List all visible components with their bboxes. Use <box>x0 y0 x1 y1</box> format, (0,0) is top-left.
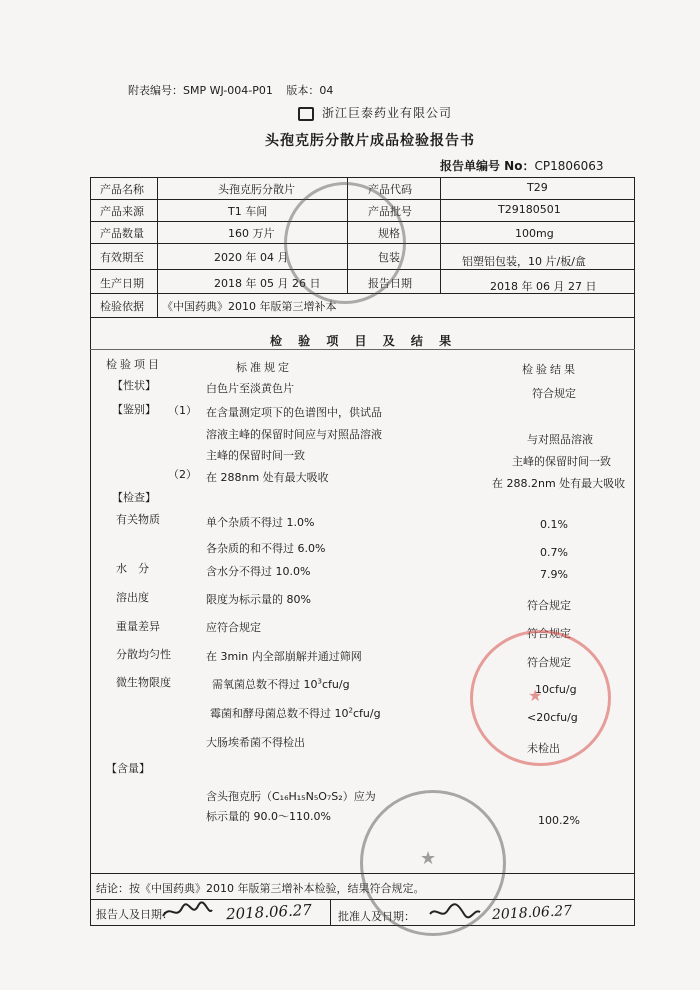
identification-1-result-line-1: 与对照品溶液 <box>527 433 593 446</box>
water-item: 水 分 <box>116 562 149 575</box>
microbial-standard-1-exponent: 3 <box>317 677 322 686</box>
source-label: 产品来源 <box>100 205 144 218</box>
microbial-result-1: 10cfu/g <box>535 683 577 696</box>
reporter-signature <box>160 900 215 922</box>
product-name-label: 产品名称 <box>100 183 144 196</box>
microbial-standard-2 <box>210 705 381 721</box>
package-label: 包装 <box>378 251 400 264</box>
production-date-label: 生产日期 <box>100 277 144 290</box>
identification-1-standard-line-2: 溶液主峰的保留时间应与对照品溶液 <box>206 428 382 441</box>
character-standard: 白色片至淡黄色片 <box>206 382 294 395</box>
form-number <box>128 82 333 98</box>
company-name: 浙江巨泰药业有限公司 <box>322 106 453 120</box>
identification-2-standard: 在 288nm 处有最大吸收 <box>206 471 329 484</box>
expiry-label: 有效期至 <box>100 251 144 264</box>
identification-1-result-line-2: 主峰的保留时间一致 <box>512 455 611 468</box>
assay-standard-1: 含头孢克肟（C₁₆H₁₅N₅O₇S₂）应为 <box>206 790 376 803</box>
results-section-title: 检 验 项 目 及 结 果 <box>270 334 458 348</box>
version-value: 04 <box>319 84 334 97</box>
quantity-label: 产品数量 <box>100 227 144 240</box>
related-substances-result-2: 0.7% <box>540 546 568 559</box>
identification-item: 【鉴别】 <box>112 403 156 416</box>
weight-variation-item: 重量差异 <box>116 620 160 633</box>
microbial-standard-2-exponent: 2 <box>348 706 353 715</box>
microbial-standard-2-unit: cfu/g <box>352 707 381 720</box>
red-stamp-star-icon: ★ <box>528 686 543 705</box>
reporter-date: 2018.06.27 <box>225 900 313 924</box>
company-logo-icon <box>298 107 314 121</box>
report-date-label: 报告日期 <box>368 277 412 290</box>
identification-2-result: 在 288.2nm 处有最大吸收 <box>492 477 626 490</box>
weight-variation-result: 符合规定 <box>527 627 571 640</box>
check-item: 【检查】 <box>112 491 156 504</box>
product-code-label: 产品代码 <box>368 183 412 196</box>
dissolution-item: 溶出度 <box>116 591 149 604</box>
microbial-limit-item: 微生物限度 <box>116 676 171 689</box>
basis-value: 《中国药典》2010 年版第三增补本 <box>162 300 337 313</box>
assay-result: 100.2% <box>538 814 580 827</box>
identification-2-number: （2） <box>168 468 197 481</box>
package-value: 铝塑铝包装，10 片/板/盒 <box>462 255 586 268</box>
production-date-value: 2018 年 05 月 26 日 <box>214 277 321 290</box>
identification-1-standard-line-3: 主峰的保留时间一致 <box>206 449 305 462</box>
product-code-value: T29 <box>527 181 548 194</box>
dispersion-result: 符合规定 <box>527 656 571 669</box>
form-number-label: 附表编号： <box>128 84 183 97</box>
approver-date: 2018.06.27 <box>491 902 573 924</box>
identification-1-standard-line-1: 在含量测定项下的色谱图中，供试品 <box>206 406 382 419</box>
reporter-label: 报告人及日期： <box>96 908 173 921</box>
quantity-value: 160 万片 <box>228 227 275 240</box>
related-substances-standard-1: 单个杂质不得过 1.0% <box>206 516 315 529</box>
report-number <box>440 157 604 174</box>
col-standard-header: 标准规定 <box>236 361 292 374</box>
assay-standard-2: 标示量的 90.0～110.0% <box>206 810 331 823</box>
related-substances-item: 有关物质 <box>116 513 160 526</box>
dispersion-item: 分散均匀性 <box>116 648 171 661</box>
inspection-seal-stamp <box>284 182 406 304</box>
dispersion-standard: 在 3min 内全部崩解并通过筛网 <box>206 650 362 663</box>
dissolution-standard: 限度为标示量的 80% <box>206 593 311 606</box>
microbial-result-2: <20cfu/g <box>527 711 578 724</box>
weight-variation-standard: 应符合规定 <box>206 621 261 634</box>
character-item: 【性状】 <box>112 379 156 392</box>
water-result: 7.9% <box>540 568 568 581</box>
microbial-standard-1 <box>212 676 350 692</box>
related-substances-standard-2: 各杂质的和不得过 6.0% <box>206 542 326 555</box>
conclusion: 结论：按《中国药典》2010 年版第三增补本检验，结果符合规定。 <box>96 882 425 895</box>
assay-item: 【含量】 <box>106 762 150 775</box>
water-standard: 含水分不得过 10.0% <box>206 565 311 578</box>
col-item-header: 检验项目 <box>106 358 162 371</box>
approver-label: 批准人及日期： <box>338 910 415 923</box>
expiry-value: 2020 年 04 月 <box>214 251 289 264</box>
microbial-result-3: 未检出 <box>527 742 560 755</box>
col-result-header: 检验结果 <box>522 363 578 376</box>
identification-1-number: （1） <box>168 404 197 417</box>
report-date-value: 2018 年 06 月 27 日 <box>490 280 597 293</box>
spec-label: 规格 <box>378 227 400 240</box>
microbial-standard-1-text: 需氧菌总数不得过 10 <box>212 678 318 691</box>
report-title: 头孢克肟分散片成品检验报告书 <box>265 133 475 149</box>
related-substances-result-1: 0.1% <box>540 518 568 531</box>
form-number-value: SMP WJ-004-P01 <box>183 84 273 97</box>
batch-value: T29180501 <box>498 203 561 216</box>
dissolution-result: 符合规定 <box>527 599 571 612</box>
product-name-value: 头孢克肟分散片 <box>218 183 295 196</box>
batch-label: 产品批号 <box>368 205 412 218</box>
microbial-standard-3: 大肠埃希菌不得检出 <box>206 736 305 749</box>
report-number-label: 报告单编号 No： <box>440 159 535 173</box>
report-number-value: CP1806063 <box>534 159 604 173</box>
spec-value: 100mg <box>515 227 554 240</box>
version-label: 版本： <box>286 84 320 97</box>
character-result: 符合规定 <box>532 387 576 400</box>
source-value: T1 车间 <box>228 205 268 218</box>
basis-label: 检验依据 <box>100 300 144 313</box>
microbial-standard-1-unit: cfu/g <box>321 678 350 691</box>
company-seal-star-icon: ★ <box>420 848 437 869</box>
microbial-standard-2-text: 霉菌和酵母菌总数不得过 10 <box>210 707 349 720</box>
